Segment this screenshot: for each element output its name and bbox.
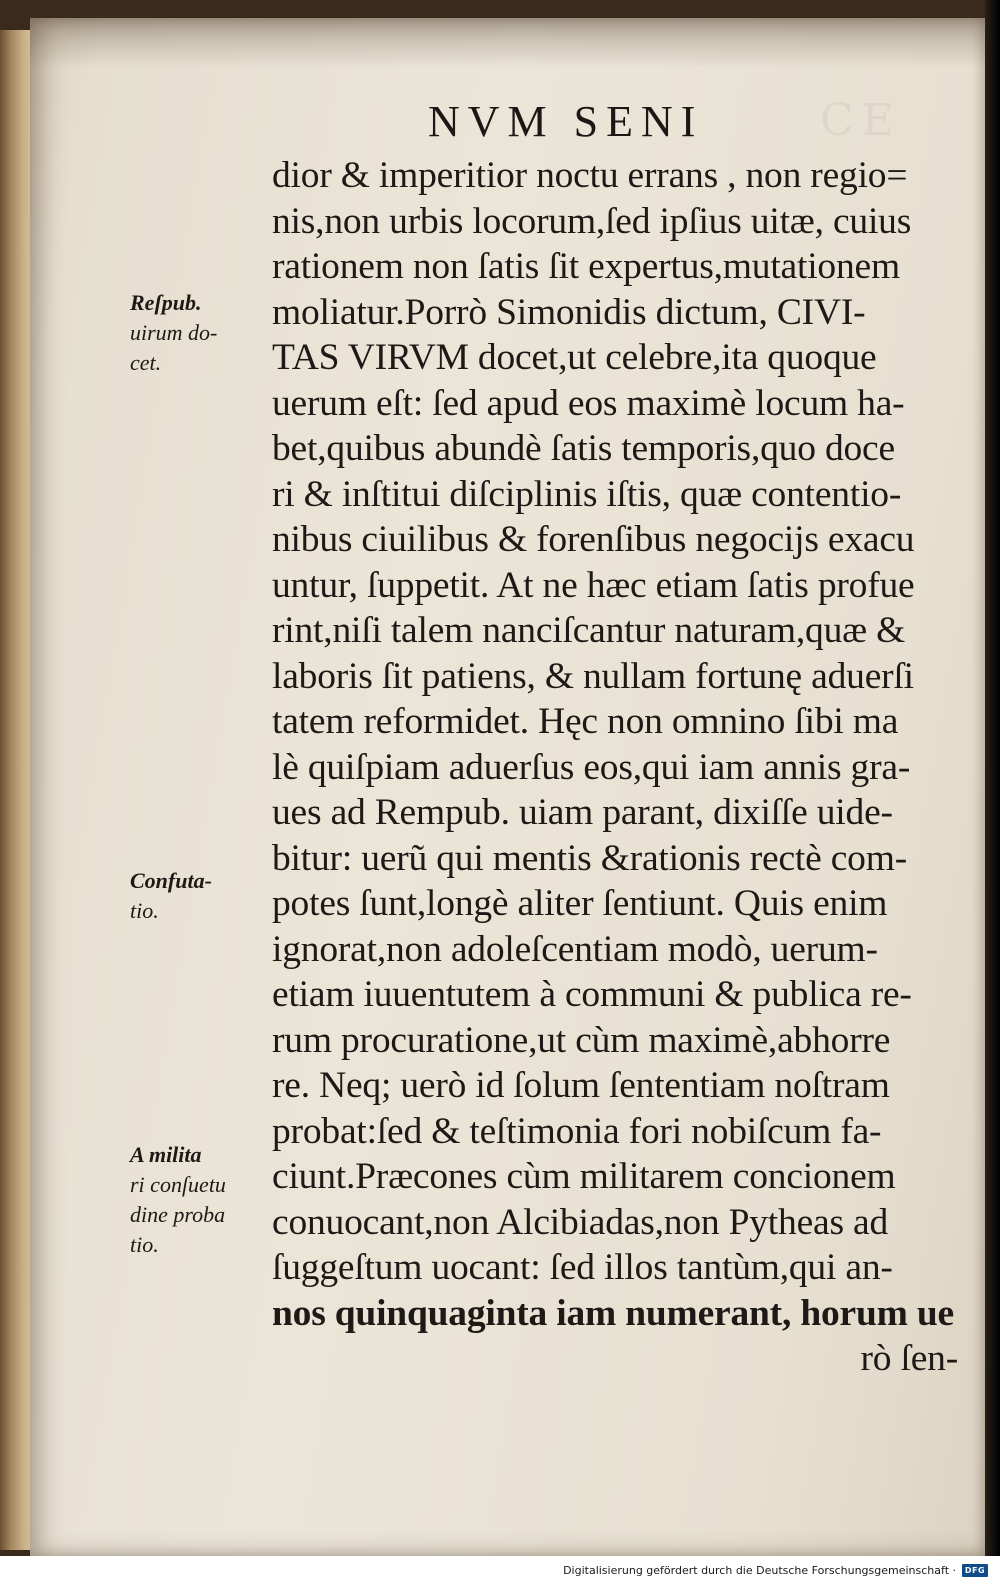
text-line: TAS VIRVM docet,ut celebre,ita quoque — [272, 337, 877, 378]
running-head: NVM SENI — [428, 97, 704, 146]
marginal-line: Reſpub. — [130, 290, 202, 315]
text-line: probat:ſed & teſtimonia fori nobiſcum fa- — [272, 1110, 882, 1152]
marginal-note — [130, 288, 270, 378]
text-line: re. Neq; uerò id ſolum ſententiam noſtram — [272, 1065, 890, 1106]
text-line: ignorat,non adoleſcentiam modò, uerum- — [272, 928, 878, 970]
text-line: etiam iuuentutem à communi & publica re- — [272, 974, 912, 1015]
text-line: nos quinquaginta iam numerant, horum ue — [272, 1292, 954, 1334]
text-line: nis,non urbis locorum,ſed ipſius uitæ, cuius — [272, 200, 912, 242]
text-line: lè quiſpiam aduerſus eos,qui iam annis gra- — [272, 746, 911, 788]
text-line: potes ſunt,longè aliter ſentiunt. Quis enim — [272, 883, 888, 924]
text-line: ſuggeſtum uocant: ſed illos tantùm,qui an- — [272, 1247, 893, 1288]
text-line: dior & imperitior noctu errans , non regio= — [272, 155, 908, 196]
text-line: ues ad Rempub. uiam parant, dixiſſe uide- — [272, 792, 893, 833]
bleed-through-text: CE — [820, 95, 902, 146]
marginal-line: dine proba — [130, 1202, 226, 1227]
text-line: uerum eſt: ſed apud eos maximè locum ha- — [272, 382, 905, 424]
text-line: tatem reformidet. Hęc non omnino ſibi ma — [272, 701, 899, 742]
marginal-line: tio. — [130, 898, 159, 923]
marginal-line: A milita — [130, 1142, 202, 1167]
catchword: rò ſen- — [860, 1338, 958, 1379]
dfg-logo: DFG — [962, 1564, 988, 1577]
book-spine-edge — [0, 30, 34, 1550]
marginal-line: uirum do- — [130, 320, 218, 345]
text-line: untur, ſuppetit. At ne hæc etiam ſatis profue — [272, 564, 915, 606]
body-text — [272, 153, 962, 1382]
marginal-line: cet. — [130, 350, 162, 375]
text-line: rint,niſi talem nanciſcantur naturam,quæ & — [272, 610, 906, 651]
text-line: ri & inſtitui diſciplinis iſtis, quæ contentio- — [272, 473, 902, 515]
funding-notice: Digitalisierung gefördert durch die Deutsche Forschungsgemeinschaft · — [563, 1564, 956, 1577]
scan-border — [985, 0, 1000, 1556]
marginal-note — [130, 1140, 270, 1260]
marginal-note — [130, 866, 270, 926]
footer-bar — [0, 1556, 1000, 1584]
text-line: bet,quibus abundè ſatis temporis,quo doce — [272, 428, 895, 469]
text-line: nibus ciuilibus & forenſibus negocijs exacu — [272, 519, 915, 560]
marginal-line: ri conſuetu — [130, 1172, 226, 1197]
text-line: rationem non ſatis ſit expertus,mutationem — [272, 246, 900, 287]
text-line: ciunt.Præcones cùm militarem concionem — [272, 1156, 896, 1197]
text-line: rum procuratione,ut cùm maximè,abhorre — [272, 1019, 891, 1061]
text-line: laboris ſit patiens, & nullam fortunę aduerſi — [272, 655, 914, 697]
marginal-line: tio. — [130, 1232, 159, 1257]
text-line: moliatur.Porrò Simonidis dictum, CIVI- — [272, 291, 866, 333]
text-line: bitur: uerũ qui mentis &rationis rectè com- — [272, 837, 907, 879]
marginal-line: Confuta- — [130, 868, 212, 893]
text-line: conuocant,non Alcibiadas,non Pytheas ad — [272, 1201, 889, 1243]
